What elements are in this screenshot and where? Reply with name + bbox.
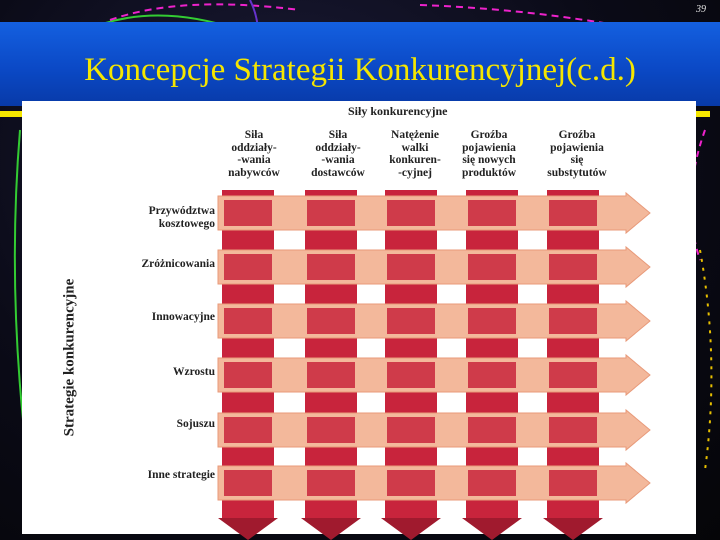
weave-cell (387, 470, 435, 496)
weave-cell (387, 254, 435, 280)
weave-cell (307, 470, 355, 496)
page-number: 39 (696, 4, 706, 15)
weave-cell (468, 254, 516, 280)
weave-cell (307, 417, 355, 443)
weave-cell (387, 362, 435, 388)
weave-cell (468, 200, 516, 226)
weave-cell (224, 308, 272, 334)
force-label-buyers: Siła oddziały- -wania nabywców (228, 129, 280, 179)
weave-cell (307, 200, 355, 226)
weave-cell (224, 362, 272, 388)
strategy-label-growth: Wzrostu (173, 366, 215, 378)
force-label-suppliers: Siła oddziały- -wania dostawców (311, 129, 365, 179)
strategy-label-differentiation: Zróżnicowania (141, 258, 215, 270)
weave-cell (307, 308, 355, 334)
force-label-new-products: Groźba pojawienia się nowych produktów (461, 129, 517, 179)
weave-cell (387, 200, 435, 226)
weave-cell (549, 470, 597, 496)
strategies-header: Strategie konkurencyjne (61, 278, 78, 437)
weave-cell (224, 417, 272, 443)
weave-cell (224, 200, 272, 226)
weave-cell (549, 362, 597, 388)
force-arrowhead-rivalry (381, 518, 441, 540)
force-label-rivalry: Natężenie walki konkuren- -cyjnej (389, 129, 441, 179)
weave-cell (307, 254, 355, 280)
weave-cell (468, 362, 516, 388)
weave-cell (549, 417, 597, 443)
forces-header: Siły konkurencyjne (348, 104, 448, 118)
force-arrowhead-buyers (218, 518, 278, 540)
weave-cell (549, 200, 597, 226)
weave-cell (468, 417, 516, 443)
weave-cell (224, 254, 272, 280)
strategy-label-alliance: Sojuszu (176, 418, 215, 430)
strategy-label-other: Inne strategie (147, 469, 215, 481)
weave-cell (549, 308, 597, 334)
weave-cell (307, 362, 355, 388)
weave-cell (387, 417, 435, 443)
strategy-label-cost-leadership: Przywództwa kosztowego (148, 205, 215, 230)
weave-cell (387, 308, 435, 334)
force-arrowhead-new-products (462, 518, 522, 540)
weave-cell (468, 470, 516, 496)
force-arrowhead-substitutes (543, 518, 603, 540)
force-label-substitutes: Groźba pojawienia się substytutów (547, 129, 607, 179)
weave-cell (224, 470, 272, 496)
force-arrowhead-suppliers (301, 518, 361, 540)
weave-cell (468, 308, 516, 334)
weave-cell (549, 254, 597, 280)
slide-title: Koncepcje Strategii Konkurencyjnej(c.d.) (84, 52, 636, 88)
strategy-label-innovation: Innowacyjne (151, 311, 215, 323)
